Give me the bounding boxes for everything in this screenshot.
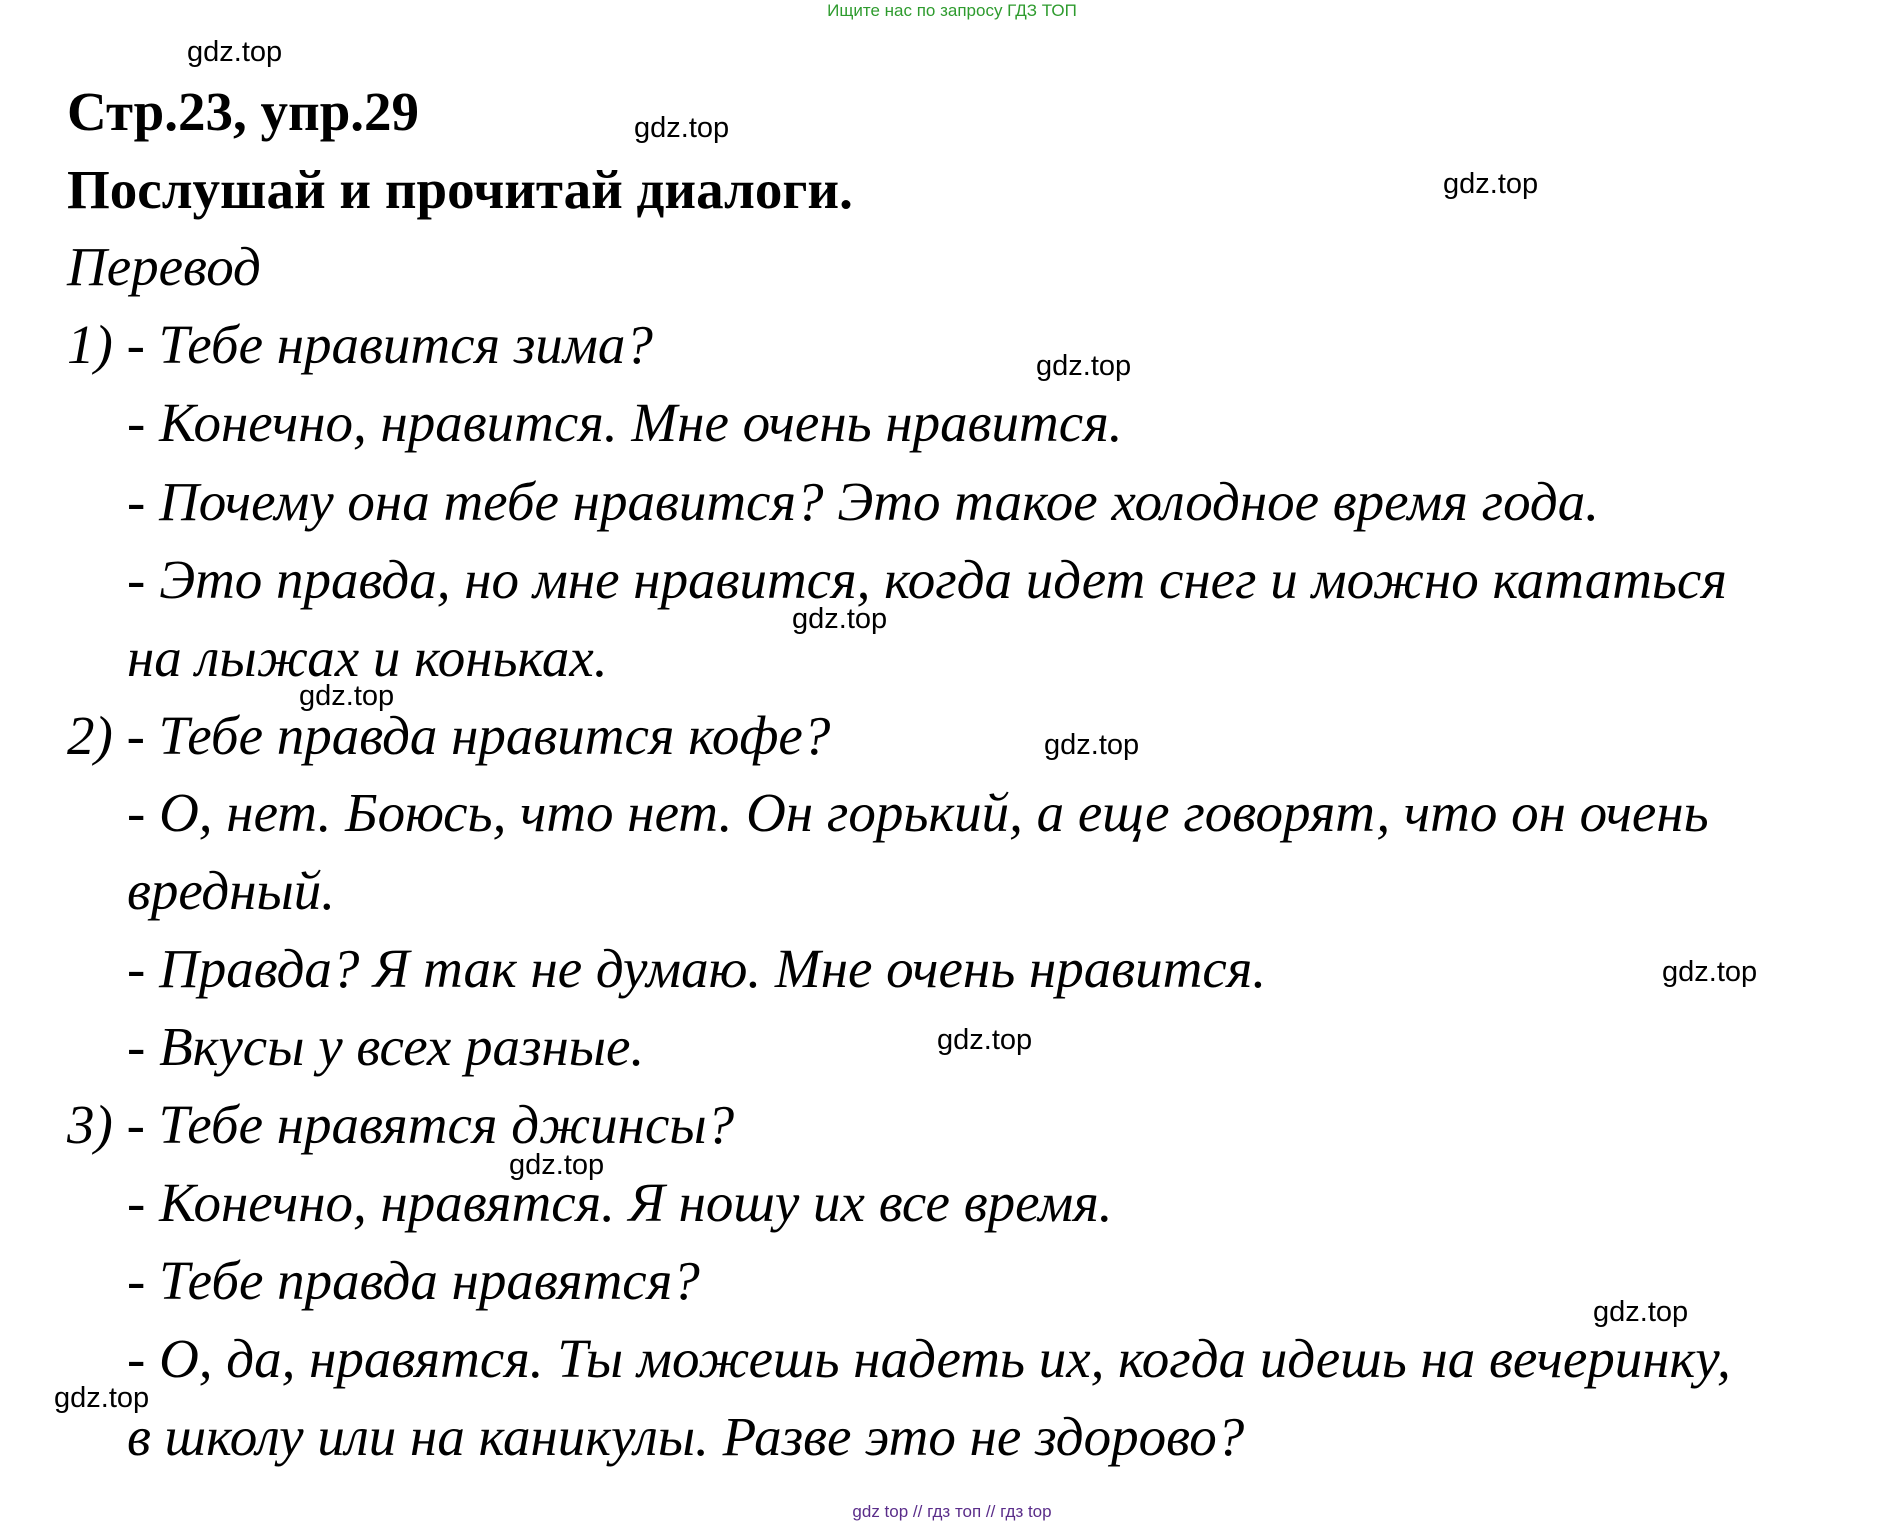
dialog-3-line-2: - Конечно, нравятся. Я ношу их все время. (127, 1172, 1113, 1233)
watermark: gdz.top (1443, 168, 1539, 200)
dialog-2-line-2: - О, нет. Боюсь, что нет. Он горький, а еще говорят, что он очень (127, 782, 1709, 843)
dialog-1-line-3: - Почему она тебе нравится? Это такое холодное время года. (127, 471, 1599, 532)
dialog-2-line-3: вредный. (127, 860, 336, 921)
watermark: gdz.top (1593, 1296, 1689, 1328)
dialog-1-line-1: 1) - Тебе нравится зима? (67, 314, 653, 375)
dialog-3-line-4: - О, да, нравятся. Ты можешь надеть их, когда идешь на вечеринку, (127, 1328, 1731, 1389)
watermark: gdz.top (54, 1382, 150, 1414)
watermark: gdz.top (1036, 350, 1132, 382)
dialog-3-line-1: 3) - Тебе нравятся джинсы? (67, 1094, 735, 1155)
dialog-1-line-2: - Конечно, нравится. Мне очень нравится. (127, 392, 1123, 453)
watermark: gdz.top (1662, 956, 1758, 988)
page-reference-heading: Стр.23, упр.29 (67, 81, 420, 142)
watermark: gdz.top (792, 603, 888, 635)
dialog-2-line-5: - Вкусы у всех разные. (127, 1016, 645, 1077)
task-heading: Послушай и прочитай диалоги. (67, 159, 853, 220)
dialog-1-line-4: - Это правда, но мне нравится, когда идет снег и можно кататься (127, 549, 1727, 610)
dialog-3-line-5: в школу или на каникулы. Разве это не здорово? (127, 1406, 1245, 1467)
watermark: gdz.top (509, 1149, 605, 1181)
top-banner: Ищите нас по запросу ГДЗ ТОП (827, 1, 1077, 20)
dialog-2-line-1: 2) - Тебе правда нравится кофе? (67, 705, 831, 766)
watermark: gdz.top (634, 112, 730, 144)
dialog-2-line-4: - Правда? Я так не думаю. Мне очень нравится. (127, 938, 1267, 999)
watermark: gdz.top (937, 1024, 1033, 1056)
footer-watermark: gdz top // гдз топ // гдз top (852, 1502, 1052, 1521)
dialog-1-line-5: на лыжах и коньках. (127, 627, 608, 688)
translation-label: Перевод (67, 236, 261, 297)
watermark: gdz.top (1044, 729, 1140, 761)
watermark: gdz.top (187, 36, 283, 68)
watermark: gdz.top (299, 680, 395, 712)
dialog-3-line-3: - Тебе правда нравятся? (127, 1250, 700, 1311)
